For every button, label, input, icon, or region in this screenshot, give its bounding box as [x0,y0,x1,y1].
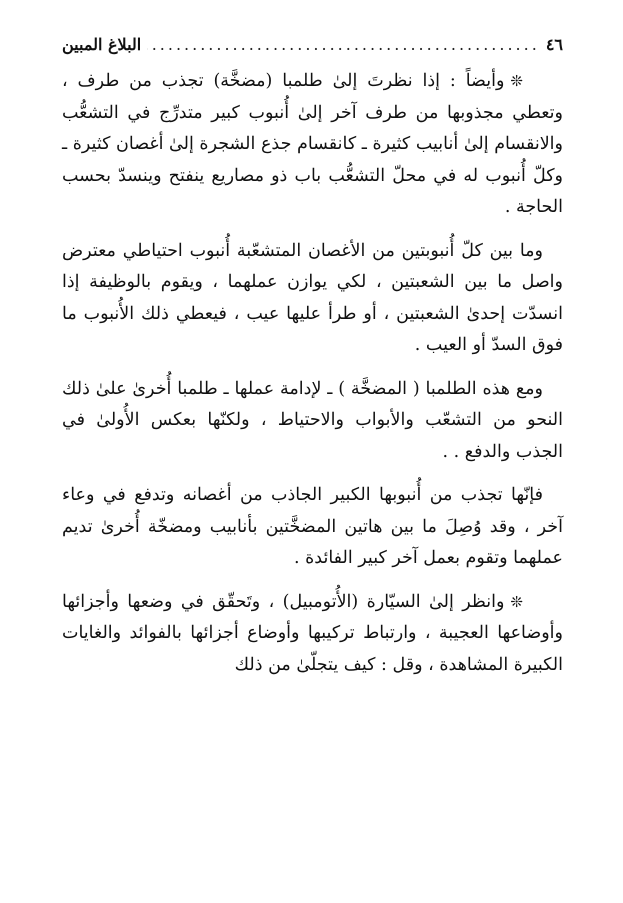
asterism-icon: ❊ [510,592,523,611]
paragraph-1 [62,66,563,224]
book-title: البلاغ المبين [62,35,142,54]
paragraph-2-text: وما بين كلّ أُنبوبتين من الأغصان المتشعّبة أُنبوب احتياطي معترض واصل ما بين الشعبتين ، لكي يوازن عملهما ، ويقوم بالوظيفة إذا انسدّت إحدىٰ الشعبتين ، أو طرأ عليها عيب ، فيعطي ذلك الأُنبوب ما فوق السدّ أو العيب . [62,240,563,355]
paragraph-3-text: ومع هذه الطلمبا ( المضخَّة ) ـ لإدامة عملها ـ طلمبا أُخرىٰ علىٰ ذلك النحو من التشعّب والأبواب والاحتياط ، ولكنّها بعكس الأُولىٰ في الجذب والدفع . . [62,378,563,462]
asterism-icon: ❊ [510,72,523,90]
paragraph-3 [62,374,563,469]
paragraph-4-text: فإنّها تجذب من أُنبوبها الكبير الجاذب من أغصانه وتدفع في وعاء آخر ، وقد وُصِلَ ما بين هاتين المضخَّتين بأنابيب ومضخّة أُخرىٰ تديم عملهما وتقوم بعمل آخر كبير الفائدة . [62,485,563,568]
leader-dots [147,28,540,62]
page-number: ٤٦ [545,35,563,54]
paragraph-5-text: وانظر إلىٰ السيّارة (الأُتومبيل) ، وتَحقّق في وضعها وأجزائها وأوضاعها العجيبة ، وارتباط تركيبها وأوضاع أجزائها بالفوائد والغايات الكبيرة المشاهدة ، وقل : كيف يتجلّىٰ من ذلك [62,591,563,675]
paragraph-4 [62,480,563,575]
running-header [62,28,563,62]
paragraph-1-text: وأيضاً : إذا نظرتَ إلىٰ طلمبا (مضخَّة) تجذب من طرف ، وتعطي مجذوبها من طرف آخر إلىٰ أُنبوب كبير متدرِّج في التشعُّب والانقسام إلىٰ أنابيب كثيرة ـ كانقسام جذع الشجرة إلىٰ أغصان كثيرة ـ وكلّ أُنبوب له في محلّ التشعُّب باب ذو مصاريع ينفتح وينسدّ بحسب الحاجة . [62,71,563,217]
paragraph-2 [62,236,563,362]
page-body [62,66,563,693]
paragraph-5 [62,587,563,682]
